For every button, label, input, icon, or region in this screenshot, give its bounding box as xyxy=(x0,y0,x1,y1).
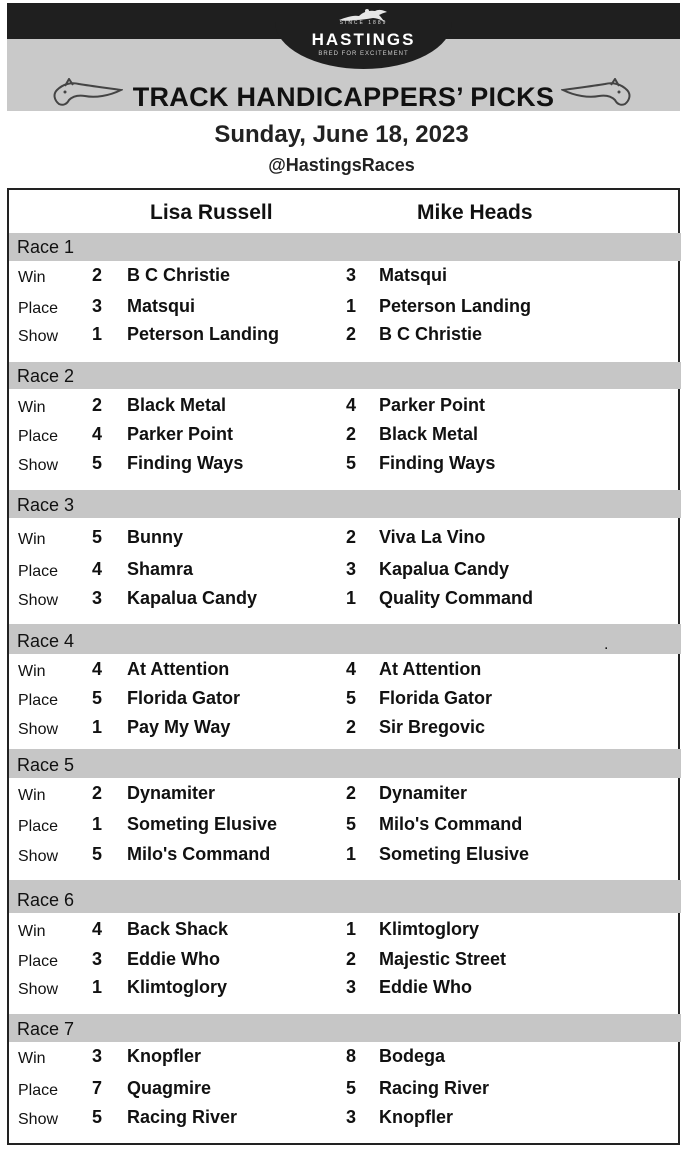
pick-1-number: 2 xyxy=(92,395,103,415)
pick-2-number: 5 xyxy=(346,814,357,834)
pick-1-number: 1 xyxy=(92,717,103,737)
social-handle: @HastingsRaces xyxy=(268,155,415,175)
race-name: Race 3 xyxy=(17,495,75,515)
pick-2-horse: Parker Point xyxy=(379,395,486,415)
pick-position-label: Show xyxy=(18,592,59,609)
pick-2-horse: Black Metal xyxy=(379,424,479,444)
pick-1-number: 5 xyxy=(92,453,103,473)
logo-wordmark: HASTINGS xyxy=(311,30,416,49)
pick-row xyxy=(0,324,683,348)
pick-1-number: 4 xyxy=(92,559,103,579)
pick-1-number: 3 xyxy=(92,1046,103,1066)
pick-row xyxy=(0,1107,683,1131)
pick-position-label: Show xyxy=(18,457,59,474)
race-name: Race 5 xyxy=(17,755,75,775)
pick-1-horse: At Attention xyxy=(127,659,230,679)
race-name: Race 1 xyxy=(17,237,75,257)
pick-row xyxy=(0,1046,683,1070)
pick-1-number: 5 xyxy=(92,844,103,864)
pick-row xyxy=(0,296,683,320)
pick-1-horse: Kapalua Candy xyxy=(127,588,258,608)
pick-1-horse: Finding Ways xyxy=(127,453,244,473)
pick-1-horse: Klimtoglory xyxy=(127,977,228,997)
pick-2-number: 1 xyxy=(346,919,357,939)
pick-position-label: Win xyxy=(18,787,46,804)
handicapper-2-header: Mike Heads xyxy=(417,201,533,224)
pick-row xyxy=(0,949,683,973)
pick-2-number: 4 xyxy=(346,659,357,679)
pick-row xyxy=(0,265,683,289)
pick-position-label: Win xyxy=(18,531,46,548)
pick-position-label: Show xyxy=(18,1111,59,1128)
pick-2-horse: Florida Gator xyxy=(379,688,493,708)
pick-1-number: 7 xyxy=(92,1078,103,1098)
page-title: TRACK HANDICAPPERS’ PICKS xyxy=(132,82,555,111)
pick-2-number: 5 xyxy=(346,688,357,708)
pick-1-horse: Peterson Landing xyxy=(127,324,280,344)
pick-2-horse: B C Christie xyxy=(379,324,483,344)
pick-1-horse: Racing River xyxy=(127,1107,238,1127)
pick-2-number: 2 xyxy=(346,424,357,444)
pick-1-number: 4 xyxy=(92,424,103,444)
stray-mark: . xyxy=(604,636,609,653)
pick-2-horse: Eddie Who xyxy=(379,977,472,997)
pick-1-horse: Eddie Who xyxy=(127,949,220,969)
pick-2-horse: Bodega xyxy=(379,1046,446,1066)
pick-row xyxy=(0,588,683,612)
pick-row xyxy=(0,424,683,448)
pick-1-number: 5 xyxy=(92,1107,103,1127)
pick-2-number: 3 xyxy=(346,559,357,579)
pick-1-horse: Someting Elusive xyxy=(127,814,278,834)
pick-2-number: 2 xyxy=(346,527,357,547)
pick-1-number: 2 xyxy=(92,783,103,803)
pick-position-label: Place xyxy=(18,953,59,970)
pick-row xyxy=(0,919,683,943)
race-date: Sunday, June 18, 2023 xyxy=(214,121,469,148)
race-header-band xyxy=(9,880,681,913)
race-header-band xyxy=(9,749,681,778)
pick-2-number: 2 xyxy=(346,717,357,737)
race-name: Race 6 xyxy=(17,890,75,910)
pick-2-number: 3 xyxy=(346,1107,357,1127)
pick-2-number: 1 xyxy=(346,844,357,864)
pick-1-horse: Milo's Command xyxy=(127,844,271,864)
pick-2-horse: Kapalua Candy xyxy=(379,559,510,579)
pick-row xyxy=(0,527,683,551)
pick-2-number: 2 xyxy=(346,783,357,803)
race-name: Race 2 xyxy=(17,366,75,386)
race-header-band xyxy=(9,233,681,261)
race-header-band xyxy=(9,362,681,389)
race-name: Race 7 xyxy=(17,1019,75,1039)
pick-1-number: 4 xyxy=(92,659,103,679)
handicapper-1-header: Lisa Russell xyxy=(150,201,273,224)
pick-position-label: Win xyxy=(18,399,46,416)
pick-1-horse: Pay My Way xyxy=(127,717,231,737)
pick-2-number: 4 xyxy=(346,395,357,415)
pick-1-horse: Black Metal xyxy=(127,395,227,415)
race-header-band xyxy=(9,624,681,654)
hastings-logo xyxy=(275,3,452,69)
race-header-band xyxy=(9,490,681,518)
pick-1-horse: Quagmire xyxy=(127,1078,212,1098)
pick-position-label: Place xyxy=(18,1082,59,1099)
pick-2-horse: Majestic Street xyxy=(379,949,507,969)
pick-position-label: Place xyxy=(18,692,59,709)
pick-1-horse: Dynamiter xyxy=(127,783,216,803)
pick-position-label: Place xyxy=(18,428,59,445)
pick-1-number: 5 xyxy=(92,688,103,708)
pick-row xyxy=(0,977,683,1001)
pick-1-number: 3 xyxy=(92,296,103,316)
pick-row xyxy=(0,1078,683,1102)
pick-row xyxy=(0,659,683,683)
pick-1-horse: B C Christie xyxy=(127,265,231,285)
pick-position-label: Place xyxy=(18,818,59,835)
pick-2-number: 2 xyxy=(346,324,357,344)
pick-row xyxy=(0,814,683,838)
pick-1-horse: Florida Gator xyxy=(127,688,241,708)
pick-2-horse: Matsqui xyxy=(379,265,448,285)
pick-1-number: 1 xyxy=(92,814,103,834)
pick-1-horse: Knopfler xyxy=(127,1046,201,1066)
pick-row xyxy=(0,559,683,583)
pick-2-horse: Peterson Landing xyxy=(379,296,532,316)
pick-2-horse: Dynamiter xyxy=(379,783,468,803)
pick-position-label: Win xyxy=(18,269,46,286)
pick-2-horse: Quality Command xyxy=(379,588,534,608)
pick-2-number: 1 xyxy=(346,588,357,608)
pick-2-horse: Viva La Vino xyxy=(379,527,486,547)
pick-position-label: Win xyxy=(18,663,46,680)
pick-2-number: 5 xyxy=(346,453,357,473)
pick-row xyxy=(0,395,683,419)
pick-row xyxy=(0,844,683,868)
header-banner xyxy=(7,3,680,111)
pick-2-number: 5 xyxy=(346,1078,357,1098)
pick-2-number: 1 xyxy=(346,296,357,316)
pick-row xyxy=(0,717,683,741)
pick-1-number: 1 xyxy=(92,324,103,344)
pick-2-horse: Klimtoglory xyxy=(379,919,480,939)
pick-2-number: 3 xyxy=(346,977,357,997)
logo-since-text: SINCE 1889 xyxy=(339,20,388,26)
race-header-band xyxy=(9,1014,681,1042)
pick-position-label: Place xyxy=(18,563,59,580)
pick-1-horse: Parker Point xyxy=(127,424,234,444)
pick-position-label: Win xyxy=(18,923,46,940)
pick-2-horse: Finding Ways xyxy=(379,453,496,473)
pick-position-label: Show xyxy=(18,848,59,865)
pick-position-label: Show xyxy=(18,981,59,998)
pick-position-label: Win xyxy=(18,1050,46,1067)
pick-1-horse: Back Shack xyxy=(127,919,229,939)
pick-row xyxy=(0,688,683,712)
pick-1-number: 2 xyxy=(92,265,103,285)
pick-1-horse: Bunny xyxy=(127,527,183,547)
pick-1-number: 3 xyxy=(92,949,103,969)
pick-1-number: 3 xyxy=(92,588,103,608)
pick-position-label: Place xyxy=(18,300,59,317)
pick-1-number: 1 xyxy=(92,977,103,997)
pick-2-horse: Racing River xyxy=(379,1078,490,1098)
pick-1-horse: Matsqui xyxy=(127,296,196,316)
pick-2-horse: At Attention xyxy=(379,659,482,679)
pick-2-horse: Milo's Command xyxy=(379,814,523,834)
pick-position-label: Show xyxy=(18,328,59,345)
pick-row xyxy=(0,453,683,477)
race-name: Race 4 xyxy=(17,631,75,651)
pick-2-number: 8 xyxy=(346,1046,357,1066)
pick-2-horse: Someting Elusive xyxy=(379,844,530,864)
pick-1-number: 4 xyxy=(92,919,103,939)
pick-2-horse: Sir Bregovic xyxy=(379,717,486,737)
logo-tagline: BRED FOR EXCITEMENT xyxy=(318,51,409,57)
pick-2-horse: Knopfler xyxy=(379,1107,453,1127)
pick-1-horse: Shamra xyxy=(127,559,194,579)
pick-1-number: 5 xyxy=(92,527,103,547)
pick-position-label: Show xyxy=(18,721,59,738)
pick-row xyxy=(0,783,683,807)
pick-2-number: 3 xyxy=(346,265,357,285)
pick-2-number: 2 xyxy=(346,949,357,969)
